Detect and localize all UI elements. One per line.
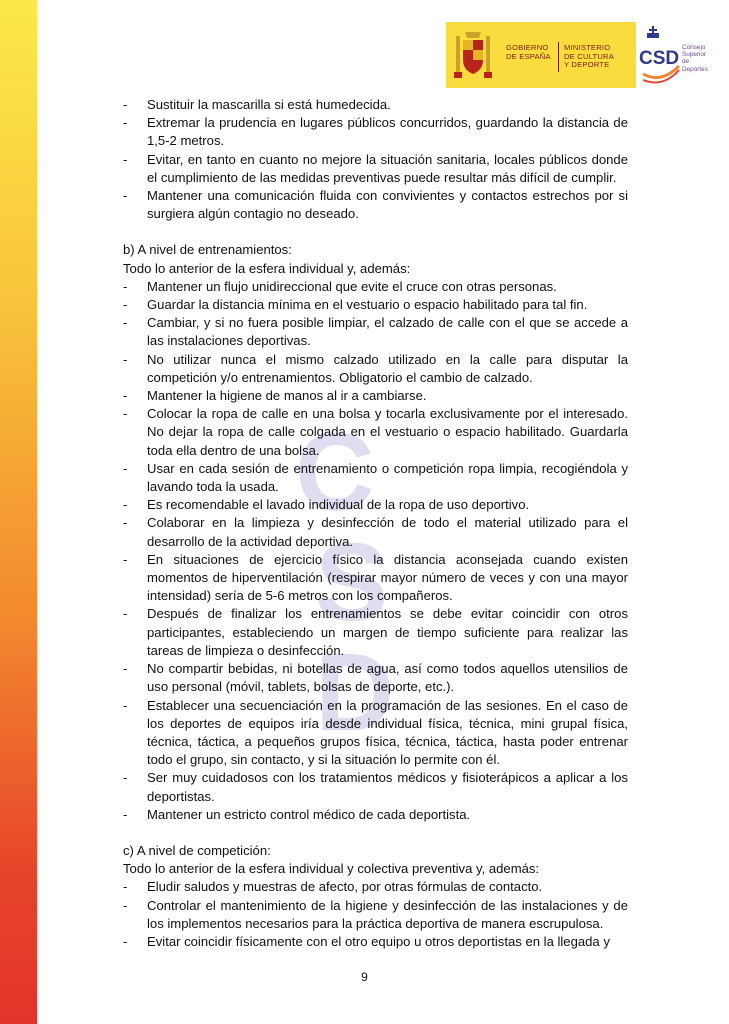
list-item: - Mantener un flujo unidireccional que evite el cruce con otras personas. (123, 278, 628, 296)
list-item: - No compartir bebidas, ni botellas de agua, así como todos aquellos utensilios de uso personal (móvil, tablets, bolsas de deporte, etc.). (123, 660, 628, 696)
list-item: - Después de finalizar los entrenamientos se debe evitar coincidir con otros participantes, estableciendo un margen de tiempo suficiente para realizar las tareas de limpieza o desinfección. (123, 605, 628, 660)
list-entrenamientos (123, 278, 628, 824)
coat-of-arms-icon (452, 28, 494, 82)
logo-divider (558, 42, 559, 72)
list-item: - Mantener una comunicación fluida con convivientes y contactos estrechos por si surgiera algún contagio no deseado. (123, 187, 628, 223)
page-header (446, 22, 708, 88)
gobierno-de-espana-text: GOBIERNO DE ESPAÑA (506, 43, 551, 61)
government-logo (446, 22, 636, 88)
list-item: - Ser muy cuidadosos con los tratamientos médicos y fisioterápicos a aplicar a los deportistas. (123, 769, 628, 805)
section-c-intro: Todo lo anterior de la esfera individual y colectiva preventiva y, además: (123, 861, 540, 877)
side-gradient-bar (0, 0, 37, 1024)
list-item: - Colocar la ropa de calle en una bolsa y tocarla exclusivamente por el interesado. No dejar la ropa de calle colgada en el vestuario o espacio habilitado. Guardarla toda ella dentro de una bolsa. (123, 405, 628, 460)
list-item: - Mantener un estricto control médico de cada deportista. (123, 806, 628, 824)
list-item: - Establecer una secuenciación en la programación de las sesiones. En el caso de los deportes de equipos iría desde individual física, técnica, mini grupal física, técnica, táctica, a pequeños grupos física, técnica, táctica, hasta poder entrenar todo el grupo, sin contacto, y si la situación lo permite con él. (123, 697, 628, 770)
list-item: - No utilizar nunca el mismo calzado utilizado en la calle para disputar la competición y/o entrenamientos. Obligatorio el cambio de calzado. (123, 351, 628, 387)
svg-text:CSD: CSD (639, 48, 680, 69)
list-item: - Usar en cada sesión de entrenamiento o competición ropa limpia, recogiéndola y lavando toda la usada. (123, 460, 628, 496)
svg-text:S: S (315, 521, 389, 644)
list-item: - Cambiar, y si no fuera posible limpiar, el calzado de calle con el que se accede a las instalaciones deportivas. (123, 314, 628, 350)
list-item: - Guardar la distancia mínima en el vestuario o espacio habilitado para tal fin. (123, 296, 628, 314)
section-b-title: b) A nivel de entrenamientos: (123, 242, 292, 258)
page-number: 9 (361, 970, 368, 984)
list-item: - Controlar el mantenimiento de la higiene y desinfección de las instalaciones y de los implementos necesarios para la práctica deportiva de manera escrupulosa. (123, 897, 628, 933)
list-item: - Mantener la higiene de manos al ir a cambiarse. (123, 387, 628, 405)
ministerio-text: MINISTERIO DE CULTURA Y DEPORTE (564, 43, 614, 70)
list-item: - Evitar, en tanto en cuanto no mejore la situación sanitaria, locales públicos donde el cumplimiento de las medidas preventivas puede resultar más difícil de cumplir. (123, 151, 628, 187)
list-item: - Extremar la prudencia en lugares públicos concurridos, guardando la distancia de 1,5-2 metros. (123, 114, 628, 150)
section-c-title: c) A nivel de competición: (123, 842, 271, 858)
section-b-intro: Todo lo anterior de la esfera individual y, además: (123, 260, 411, 276)
document-body (123, 96, 628, 951)
list-item: - Colaborar en la limpieza y desinfección de todo el material utilizado para el desarrollo de la actividad deportiva. (123, 514, 628, 550)
list-item: - Evitar coincidir físicamente con el otro equipo u otros deportistas en la llegada y (123, 933, 628, 951)
list-item: - En situaciones de ejercicio físico la distancia aconsejada cuando existen momentos de hiperventilación (respirar mayor número de veces y con una mayor intensidad) sería de 5-6 metros con los compañeros. (123, 551, 628, 606)
csd-name-text: Consejo Superior de Deportes (682, 44, 708, 73)
list-item: - Sustituir la mascarilla si está humedecida. (123, 96, 628, 114)
svg-text:C: C (295, 420, 375, 534)
list-individual (123, 96, 628, 223)
svg-text:D: D (315, 631, 395, 740)
list-competicion (123, 878, 628, 951)
csd-logo-icon (639, 24, 681, 86)
list-item: - Eludir saludos y muestras de afecto, por otras fórmulas de contacto. (123, 878, 628, 896)
list-item: - Es recomendable el lavado individual de la ropa de uso deportivo. (123, 496, 628, 514)
